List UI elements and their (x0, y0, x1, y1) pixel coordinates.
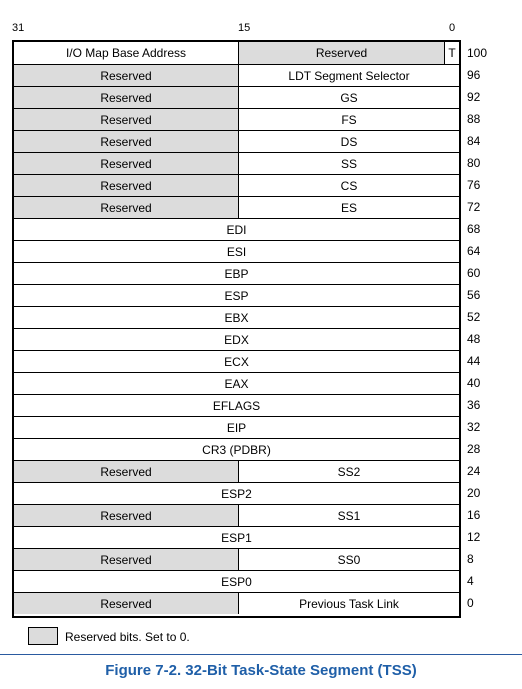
tss-row (14, 262, 459, 284)
tss-row (14, 86, 459, 108)
register-field: CR3 (PDBR) (202, 442, 271, 457)
offset-label: 68 (467, 222, 481, 236)
field-upper-half: Reserved (14, 197, 238, 218)
register-field: ESP0 (221, 574, 252, 589)
tss-row (14, 416, 459, 438)
field-lower-half: ES (238, 197, 459, 218)
tss-row (14, 328, 459, 350)
tss-row (14, 152, 459, 174)
register-field: EFLAGS (212, 398, 261, 413)
field-lower-half: FS (238, 109, 459, 130)
field-lower-half: Previous Task Link (238, 593, 459, 614)
tss-row (14, 372, 459, 394)
tss-row (14, 504, 459, 526)
offset-label: 32 (467, 420, 481, 434)
field-upper-half: Reserved (14, 87, 238, 108)
register-field: EDI (226, 222, 247, 237)
offset-label: 64 (467, 244, 481, 258)
register-field: EAX (224, 376, 249, 391)
legend-swatch (28, 627, 58, 645)
tss-row (14, 130, 459, 152)
offset-label: 28 (467, 442, 481, 456)
field-upper-half: Reserved (14, 65, 238, 86)
bit-0-label: 0 (449, 22, 456, 34)
register-field: EIP (226, 420, 247, 435)
bit-15-label: 15 (238, 22, 251, 34)
tss-row (14, 548, 459, 570)
tss-row (14, 196, 459, 218)
field-lower-half: Reserved (238, 42, 444, 64)
offset-label: 72 (467, 200, 481, 214)
register-field: ESI (226, 244, 247, 259)
field-upper-half: Reserved (14, 131, 238, 152)
legend-label: Reserved bits. Set to 0. (65, 630, 190, 644)
field-lower-half: DS (238, 131, 459, 152)
caption-rule (0, 654, 522, 655)
offset-label: 24 (467, 464, 481, 478)
field-upper-half: I/O Map Base Address (65, 46, 187, 60)
field-upper-half: Reserved (14, 593, 238, 614)
offset-label: 16 (467, 508, 481, 522)
bit-31-label: 31 (12, 22, 25, 34)
field-lower-half: SS1 (238, 505, 459, 526)
offset-label: 40 (467, 376, 481, 390)
field-lower-half: SS2 (238, 461, 459, 482)
offset-label: 36 (467, 398, 481, 412)
field-upper-half: Reserved (14, 461, 238, 482)
field-upper-half: Reserved (14, 505, 238, 526)
tss-row (14, 218, 459, 240)
tss-row (14, 284, 459, 306)
offset-label: 100 (467, 46, 488, 60)
field-lower-half: LDT Segment Selector (238, 65, 459, 86)
figure-caption: Figure 7-2. 32-Bit Task-State Segment (TSS) (105, 662, 417, 679)
offset-label: 8 (467, 552, 474, 566)
field-upper-half: Reserved (14, 175, 238, 196)
offset-label: 76 (467, 178, 481, 192)
field-upper-half: Reserved (14, 549, 238, 570)
tss-row (14, 174, 459, 196)
register-field: ESP2 (221, 486, 252, 501)
tss-row (14, 394, 459, 416)
offset-label: 84 (467, 134, 481, 148)
tss-row (14, 64, 459, 86)
register-field: EDX (224, 332, 249, 347)
tss-row (14, 592, 459, 614)
tss-row (14, 108, 459, 130)
tss-row (14, 350, 459, 372)
field-lower-half: SS0 (238, 549, 459, 570)
offset-label: 60 (467, 266, 481, 280)
offset-label: 80 (467, 156, 481, 170)
tss-row (14, 570, 459, 592)
field-lower-half: GS (238, 87, 459, 108)
offset-label: 52 (467, 310, 481, 324)
register-field: ESP (224, 288, 249, 303)
offset-label: 96 (467, 68, 481, 82)
register-field: ESP1 (221, 530, 252, 545)
field-upper-half: Reserved (14, 153, 238, 174)
field-upper-half: Reserved (14, 109, 238, 130)
tss-row (14, 482, 459, 504)
tss-table (12, 40, 461, 618)
offset-label: 0 (467, 596, 474, 610)
offset-label: 48 (467, 332, 481, 346)
tss-row (14, 42, 459, 64)
tss-row (14, 438, 459, 460)
register-field: EBP (224, 266, 249, 281)
offset-label: 12 (467, 530, 481, 544)
tss-row (14, 460, 459, 482)
trap-flag-field: T (444, 42, 459, 64)
tss-row (14, 240, 459, 262)
register-field: EBX (224, 310, 249, 325)
offset-label: 4 (467, 574, 474, 588)
tss-row (14, 306, 459, 328)
field-lower-half: SS (238, 153, 459, 174)
offset-label: 44 (467, 354, 481, 368)
field-lower-half: CS (238, 175, 459, 196)
register-field: ECX (224, 354, 249, 369)
offset-label: 92 (467, 90, 481, 104)
offset-label: 88 (467, 112, 481, 126)
offset-label: 56 (467, 288, 481, 302)
offset-label: 20 (467, 486, 481, 500)
tss-row (14, 526, 459, 548)
